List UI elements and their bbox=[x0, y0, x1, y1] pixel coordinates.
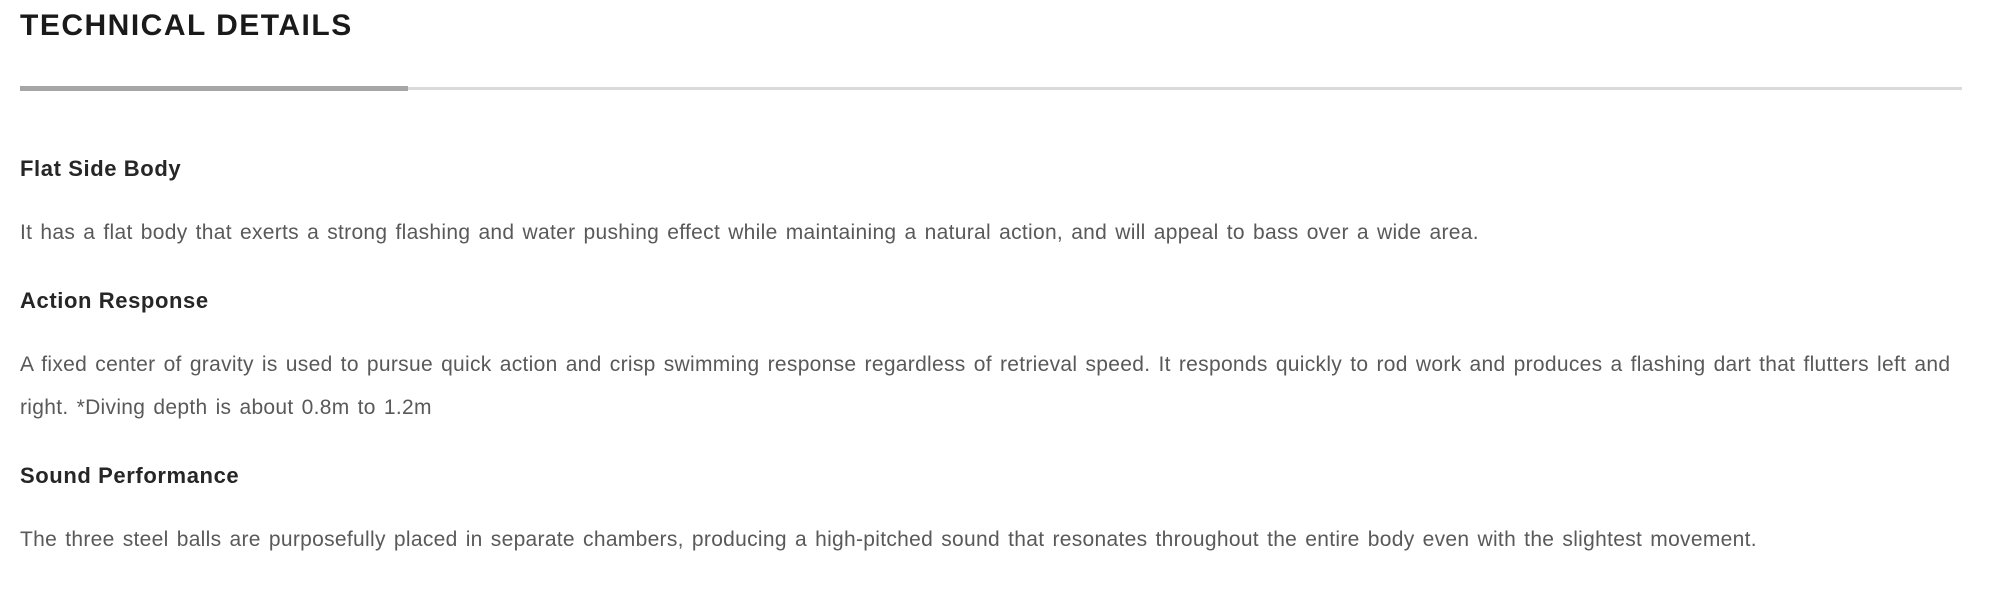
divider-dark-segment bbox=[20, 86, 408, 91]
section-heading: Action Response bbox=[20, 288, 209, 313]
section-flat-side-body bbox=[20, 155, 1962, 254]
section-body: The three steel balls are purposefully placed in separate chambers, producing a high-pitched sound that resonates throughout the entire body even with the slightest movement. bbox=[20, 528, 1757, 551]
section-action-response bbox=[20, 287, 1962, 429]
section-body: It has a flat body that exerts a strong flashing and water pushing effect while maintaining a natural action, and will appeal to bass over a wide area. bbox=[20, 221, 1479, 244]
section-sound-performance bbox=[20, 462, 1962, 561]
section-divider bbox=[20, 86, 1962, 91]
section-body: A fixed center of gravity is used to pursue quick action and crisp swimming response regardless of retrieval speed. It responds quickly to rod work and produces a flashing dart that flutters left and right. *Diving depth is about 0.8m to 1.2m bbox=[20, 353, 1951, 419]
section-heading: Sound Performance bbox=[20, 463, 240, 488]
page-title: TECHNICAL DETAILS bbox=[20, 9, 353, 42]
section-heading: Flat Side Body bbox=[20, 156, 182, 181]
technical-details-content bbox=[0, 8, 2000, 561]
